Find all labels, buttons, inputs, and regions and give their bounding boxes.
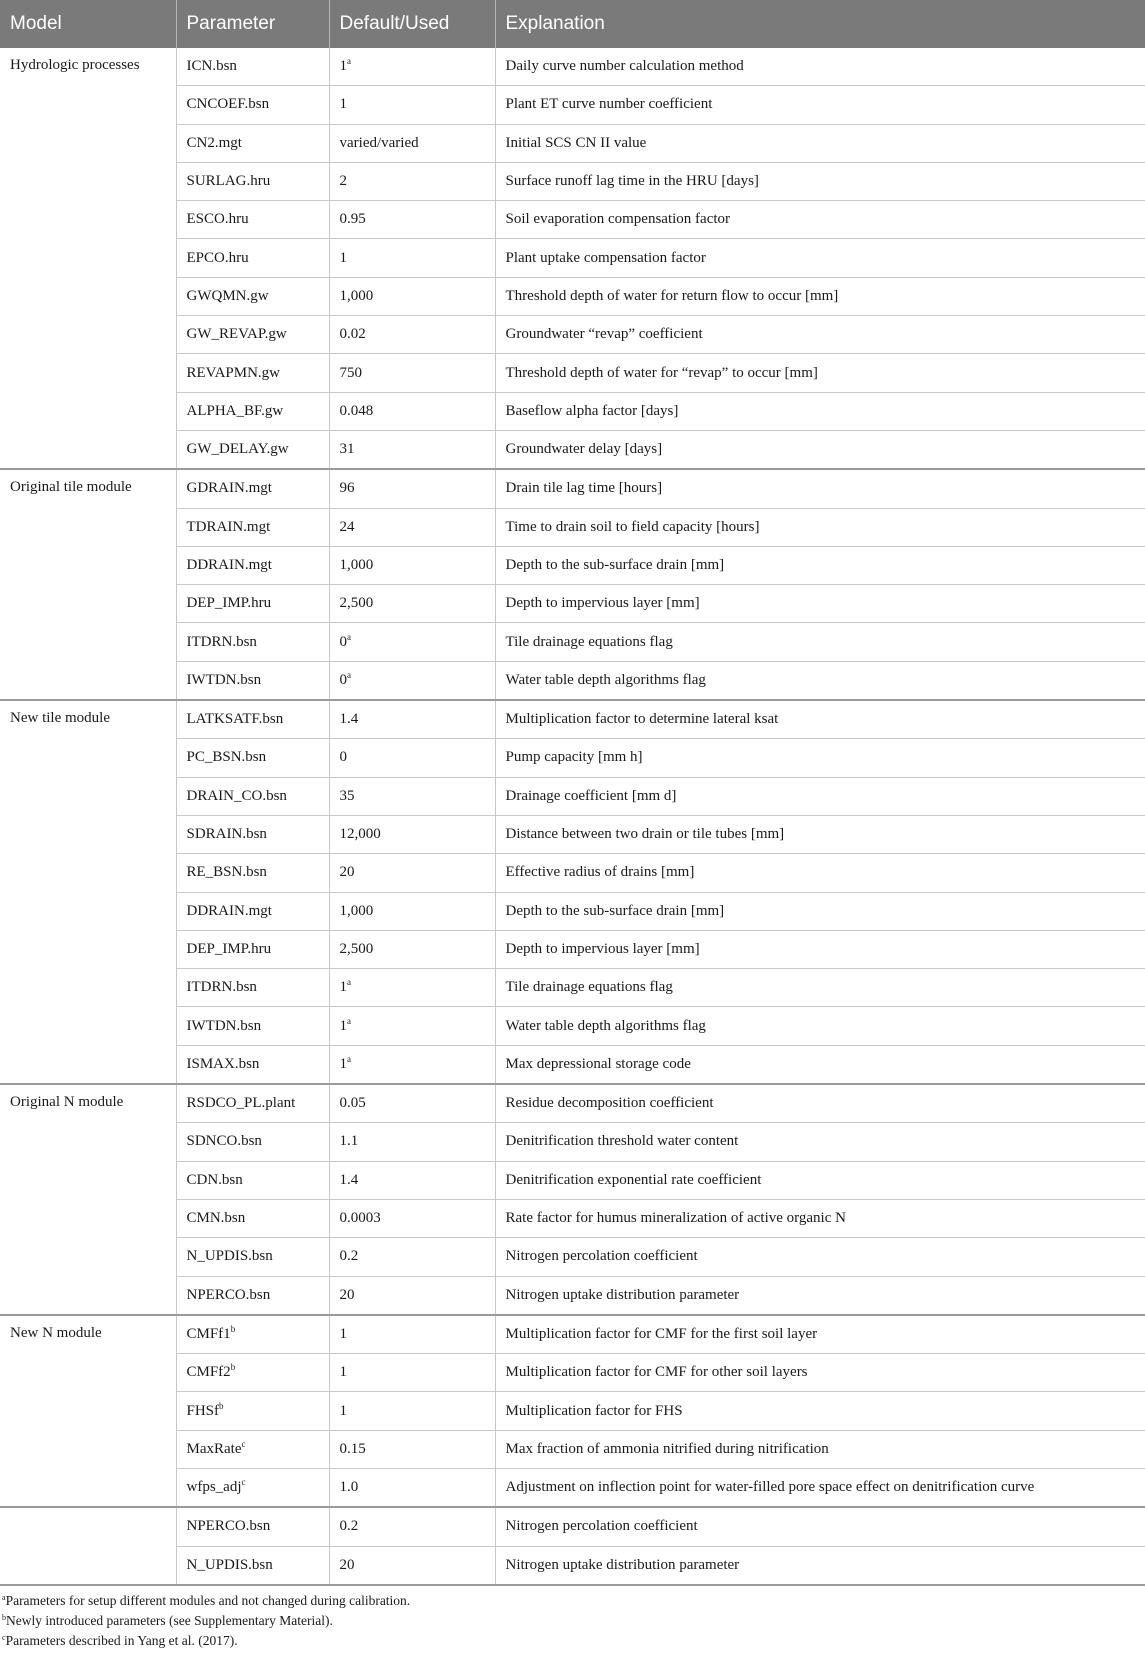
parameter-name: CN2.mgt <box>186 134 242 151</box>
parameter-cell <box>176 700 329 739</box>
footnote <box>2 1611 410 1631</box>
parameter-name: NPERCO.bsn <box>186 1518 271 1535</box>
parameter-name: FHSf <box>186 1402 220 1419</box>
default-used-cell <box>329 508 495 546</box>
default-used-value: 1 <box>339 1364 347 1381</box>
default-used-value: 0.2 <box>339 1518 359 1535</box>
footnote-marker: b <box>230 1362 236 1373</box>
footnote-marker: b <box>219 1400 224 1411</box>
parameter-name: CMN.bsn <box>186 1210 246 1227</box>
explanation-cell: Plant uptake compensation factor <box>495 239 1145 277</box>
default-used-value: 20 <box>339 1286 355 1303</box>
explanation-cell: Soil evaporation compensation factor <box>495 201 1145 239</box>
default-used-cell <box>329 239 495 277</box>
explanation-cell: Denitrification threshold water content <box>495 1123 1145 1161</box>
default-used-cell <box>329 1084 495 1123</box>
explanation-cell: Daily curve number calculation method <box>495 48 1145 86</box>
default-used-value: 0.05 <box>339 1095 366 1112</box>
explanation-cell: Drain tile lag time [hours] <box>495 469 1145 508</box>
parameter-name: ITDRN.bsn <box>186 979 257 996</box>
parameter-name: NPERCO.bsn <box>186 1286 271 1303</box>
default-used-cell <box>329 739 495 777</box>
table-row <box>0 48 1145 86</box>
explanation-cell: Max fraction of ammonia nitrified during nitrification <box>495 1430 1145 1468</box>
default-used-value: 2 <box>339 173 347 190</box>
footnote-marker: c <box>241 1477 246 1488</box>
parameter-name: ESCO.hru <box>186 211 249 228</box>
default-used-cell <box>329 1468 495 1507</box>
explanation-cell: Multiplication factor for CMF for other soil layers <box>495 1354 1145 1392</box>
parameter-cell <box>176 124 329 162</box>
default-used-cell <box>329 124 495 162</box>
default-used-cell <box>329 1315 495 1354</box>
parameter-cell <box>176 585 329 623</box>
parameter-name: DRAIN_CO.bsn <box>186 787 287 804</box>
parameter-cell <box>176 1161 329 1199</box>
parameter-cell <box>176 1507 329 1546</box>
default-used-cell <box>329 1276 495 1315</box>
default-used-cell <box>329 316 495 354</box>
default-used-cell <box>329 930 495 968</box>
explanation-cell: Depth to the sub-surface drain [mm] <box>495 892 1145 930</box>
default-used-cell <box>329 969 495 1007</box>
parameter-name: CMFf1 <box>186 1325 231 1342</box>
explanation-cell: Nitrogen percolation coefficient <box>495 1238 1145 1276</box>
explanation-cell: Baseflow alpha factor [days] <box>495 392 1145 430</box>
explanation-cell: Multiplication factor for CMF for the first soil layer <box>495 1315 1145 1354</box>
parameter-name: N_UPDIS.bsn <box>186 1556 273 1573</box>
parameter-cell <box>176 1468 329 1507</box>
footnote-marker: a <box>347 977 351 988</box>
parameter-name: GWQMN.gw <box>186 287 269 304</box>
footnote-marker: a <box>347 631 351 642</box>
parameter-cell <box>176 777 329 815</box>
explanation-cell: Denitrification exponential rate coefficient <box>495 1161 1145 1199</box>
explanation-cell: Water table depth algorithms flag <box>495 661 1145 700</box>
default-used-cell <box>329 86 495 124</box>
parameter-name: RSDCO_PL.plant <box>186 1095 296 1112</box>
explanation-cell: Residue decomposition coefficient <box>495 1084 1145 1123</box>
default-used-value: 2,500 <box>339 595 374 612</box>
parameter-name: SURLAG.hru <box>186 173 271 190</box>
default-used-cell <box>329 48 495 86</box>
parameter-cell <box>176 354 329 392</box>
footnote-mark: c <box>2 1633 6 1642</box>
parameter-cell <box>176 1007 329 1045</box>
footnote-marker: b <box>230 1323 236 1334</box>
footnote-text: Parameters described in Yang et al. (2017). <box>5 1633 238 1648</box>
default-used-value: 0.15 <box>339 1440 366 1457</box>
parameter-name: LATKSATF.bsn <box>186 711 284 728</box>
footnote <box>2 1591 410 1611</box>
parameter-name: SDRAIN.bsn <box>186 826 267 843</box>
model-cell: New N module <box>0 1315 176 1507</box>
default-used-value: 1 <box>339 1402 347 1419</box>
default-used-cell <box>329 661 495 700</box>
explanation-cell: Surface runoff lag time in the HRU [days] <box>495 162 1145 200</box>
header-default-used: Default/Used <box>329 0 495 48</box>
default-used-value: varied/varied <box>339 134 419 151</box>
default-used-value: 1,000 <box>339 902 374 919</box>
parameter-cell <box>176 854 329 892</box>
explanation-cell: Depth to impervious layer [mm] <box>495 930 1145 968</box>
parameter-cell <box>176 1276 329 1315</box>
explanation-cell: Drainage coefficient [mm d] <box>495 777 1145 815</box>
default-used-cell <box>329 162 495 200</box>
default-used-cell <box>329 201 495 239</box>
model-cell: Original N module <box>0 1084 176 1315</box>
explanation-cell: Tile drainage equations flag <box>495 623 1145 661</box>
default-used-value: 1,000 <box>339 557 374 573</box>
default-used-value: 1 <box>339 1055 347 1072</box>
default-used-value: 1,000 <box>339 287 374 304</box>
default-used-cell <box>329 1238 495 1276</box>
model-cell: Original tile module <box>0 469 176 700</box>
default-used-value: 31 <box>339 441 355 458</box>
default-used-value: 12,000 <box>339 826 381 843</box>
default-used-cell <box>329 1430 495 1468</box>
table-body <box>0 48 1145 1585</box>
explanation-cell: Groundwater “revap” coefficient <box>495 316 1145 354</box>
footnote-mark: a <box>2 1593 6 1602</box>
default-used-cell <box>329 1045 495 1084</box>
explanation-cell: Plant ET curve number coefficient <box>495 86 1145 124</box>
default-used-value: 24 <box>339 518 355 535</box>
explanation-cell: Depth to the sub-surface drain [mm] <box>495 546 1145 584</box>
default-used-cell <box>329 1007 495 1045</box>
parameter-name: GDRAIN.mgt <box>186 480 272 497</box>
default-used-value: 0.2 <box>339 1248 359 1265</box>
header-model: Model <box>0 0 176 48</box>
default-used-cell <box>329 1161 495 1199</box>
parameter-cell <box>176 316 329 354</box>
explanation-cell: Time to drain soil to field capacity [hours] <box>495 508 1145 546</box>
default-used-cell <box>329 700 495 739</box>
footnote-text: Parameters for setup different modules and not changed during calibration. <box>5 1593 411 1608</box>
parameter-cell <box>176 430 329 469</box>
parameter-name: GW_REVAP.gw <box>186 326 287 343</box>
explanation-cell: Nitrogen uptake distribution parameter <box>495 1546 1145 1585</box>
parameter-cell <box>176 661 329 700</box>
parameter-name: EPCO.hru <box>186 249 249 266</box>
parameter-name: DEP_IMP.hru <box>186 940 272 957</box>
explanation-cell: Max depressional storage code <box>495 1045 1145 1084</box>
default-used-cell <box>329 585 495 623</box>
parameter-name: SDNCO.bsn <box>186 1133 262 1150</box>
parameter-name: MaxRate <box>186 1440 242 1457</box>
default-used-cell <box>329 777 495 815</box>
explanation-cell: Multiplication factor to determine lateral ksat <box>495 700 1145 739</box>
parameter-cell <box>176 201 329 239</box>
explanation-cell: Nitrogen percolation coefficient <box>495 1507 1145 1546</box>
footnote-marker: c <box>241 1438 246 1449</box>
parameter-name: IWTDN.bsn <box>186 1017 262 1034</box>
parameter-name: ITDRN.bsn <box>186 633 257 650</box>
parameter-cell <box>176 1430 329 1468</box>
default-used-cell <box>329 546 495 584</box>
parameter-cell <box>176 546 329 584</box>
parameter-cell <box>176 623 329 661</box>
default-used-cell <box>329 623 495 661</box>
default-used-cell <box>329 354 495 392</box>
parameter-name: CNCOEF.bsn <box>186 96 270 113</box>
parameter-name: RE_BSN.bsn <box>186 864 267 881</box>
parameter-name: ICN.bsn <box>186 58 237 75</box>
explanation-cell: Groundwater delay [days] <box>495 430 1145 469</box>
parameter-name: TDRAIN.mgt <box>186 518 271 535</box>
parameter-cell <box>176 277 329 315</box>
model-cell: Hydrologic processes <box>0 48 176 469</box>
default-used-value: 1.1 <box>339 1133 359 1150</box>
default-used-cell <box>329 469 495 508</box>
table-row <box>0 1084 1145 1123</box>
default-used-value: 20 <box>339 1556 355 1573</box>
explanation-cell: Distance between two drain or tile tubes [mm] <box>495 815 1145 853</box>
model-cell: New tile module <box>0 700 176 1084</box>
parameter-cell <box>176 1354 329 1392</box>
parameter-cell <box>176 239 329 277</box>
default-used-value: 750 <box>339 364 362 381</box>
table-row <box>0 700 1145 739</box>
parameter-name: CDN.bsn <box>186 1171 243 1188</box>
explanation-cell: Multiplication factor for FHS <box>495 1392 1145 1430</box>
explanation-cell: Threshold depth of water for “revap” to occur [mm] <box>495 354 1145 392</box>
explanation-cell: Pump capacity [mm h] <box>495 739 1145 777</box>
explanation-cell: Threshold depth of water for return flow to occur [mm] <box>495 277 1145 315</box>
parameter-name: N_UPDIS.bsn <box>186 1248 273 1265</box>
parameter-name: ALPHA_BF.gw <box>186 402 284 419</box>
parameter-name: DDRAIN.mgt <box>186 557 272 573</box>
default-used-value: 2,500 <box>339 940 374 957</box>
default-used-cell <box>329 1199 495 1237</box>
parameter-cell <box>176 892 329 930</box>
default-used-value: 1 <box>339 1325 347 1342</box>
default-used-cell <box>329 1354 495 1392</box>
parameter-cell <box>176 1238 329 1276</box>
explanation-cell: Initial SCS CN II value <box>495 124 1145 162</box>
default-used-value: 1 <box>339 1017 347 1034</box>
default-used-value: 0 <box>339 671 347 688</box>
parameter-cell <box>176 469 329 508</box>
default-used-value: 0.048 <box>339 402 374 419</box>
parameter-name: GW_DELAY.gw <box>186 441 289 458</box>
default-used-value: 0.95 <box>339 211 366 228</box>
default-used-value: 1.4 <box>339 1171 359 1188</box>
footnote-marker: a <box>347 1015 351 1026</box>
explanation-cell: Tile drainage equations flag <box>495 969 1145 1007</box>
parameter-cell <box>176 1199 329 1237</box>
parameter-cell <box>176 1546 329 1585</box>
default-used-value: 20 <box>339 864 355 881</box>
parameter-cell <box>176 1315 329 1354</box>
footnote-mark: b <box>2 1613 6 1622</box>
default-used-value: 1 <box>339 58 347 75</box>
parameter-cell <box>176 48 329 86</box>
parameter-cell <box>176 1392 329 1430</box>
default-used-cell <box>329 1546 495 1585</box>
default-used-value: 0.0003 <box>339 1210 381 1227</box>
parameter-name: wfps_adj <box>186 1479 242 1496</box>
model-cell <box>0 1507 176 1585</box>
parameter-cell <box>176 815 329 853</box>
explanation-cell: Effective radius of drains [mm] <box>495 854 1145 892</box>
explanation-cell: Rate factor for humus mineralization of active organic N <box>495 1199 1145 1237</box>
default-used-cell <box>329 1392 495 1430</box>
header-parameter: Parameter <box>176 0 329 48</box>
parameter-name: DDRAIN.mgt <box>186 902 272 919</box>
default-used-cell <box>329 815 495 853</box>
default-used-cell <box>329 1507 495 1546</box>
default-used-cell <box>329 430 495 469</box>
default-used-value: 0 <box>339 749 347 766</box>
parameter-cell <box>176 739 329 777</box>
header-explanation: Explanation <box>495 0 1145 48</box>
parameter-cell <box>176 969 329 1007</box>
parameter-cell <box>176 86 329 124</box>
footnote-marker: a <box>347 1053 351 1064</box>
parameter-name: CMFf2 <box>186 1364 231 1381</box>
table-header <box>0 0 1145 48</box>
explanation-cell: Water table depth algorithms flag <box>495 1007 1145 1045</box>
footnotes <box>2 1591 410 1651</box>
default-used-value: 1.4 <box>339 711 359 728</box>
parameter-cell <box>176 930 329 968</box>
default-used-cell <box>329 892 495 930</box>
table-row <box>0 469 1145 508</box>
parameter-name: DEP_IMP.hru <box>186 595 272 612</box>
footnote-text: Newly introduced parameters (see Supplementary Material). <box>6 1613 333 1628</box>
default-used-cell <box>329 854 495 892</box>
default-used-value: 1.0 <box>339 1479 359 1496</box>
parameter-name: ISMAX.bsn <box>186 1055 260 1072</box>
footnote-marker: a <box>347 56 351 67</box>
default-used-value: 1 <box>339 249 347 266</box>
footnote-marker: a <box>347 669 351 680</box>
default-used-value: 0 <box>339 633 347 650</box>
default-used-value: 96 <box>339 480 355 497</box>
parameter-name: PC_BSN.bsn <box>186 749 267 766</box>
explanation-cell: Adjustment on inflection point for water-filled pore space effect on denitrification curve <box>495 1468 1145 1507</box>
default-used-cell <box>329 277 495 315</box>
parameter-cell <box>176 1084 329 1123</box>
parameter-cell <box>176 162 329 200</box>
footnote <box>2 1631 410 1651</box>
table-row <box>0 1315 1145 1354</box>
parameter-cell <box>176 1123 329 1161</box>
parameter-name: IWTDN.bsn <box>186 671 262 688</box>
default-used-cell <box>329 1123 495 1161</box>
table-row <box>0 1507 1145 1546</box>
default-used-value: 0.02 <box>339 326 366 343</box>
default-used-value: 35 <box>339 787 355 804</box>
default-used-value: 1 <box>339 979 347 996</box>
default-used-value: 1 <box>339 96 347 113</box>
parameter-cell <box>176 1045 329 1084</box>
explanation-cell: Depth to impervious layer [mm] <box>495 585 1145 623</box>
parameter-cell <box>176 392 329 430</box>
default-used-cell <box>329 392 495 430</box>
explanation-cell: Nitrogen uptake distribution parameter <box>495 1276 1145 1315</box>
parameter-name: REVAPMN.gw <box>186 364 280 381</box>
parameter-cell <box>176 508 329 546</box>
